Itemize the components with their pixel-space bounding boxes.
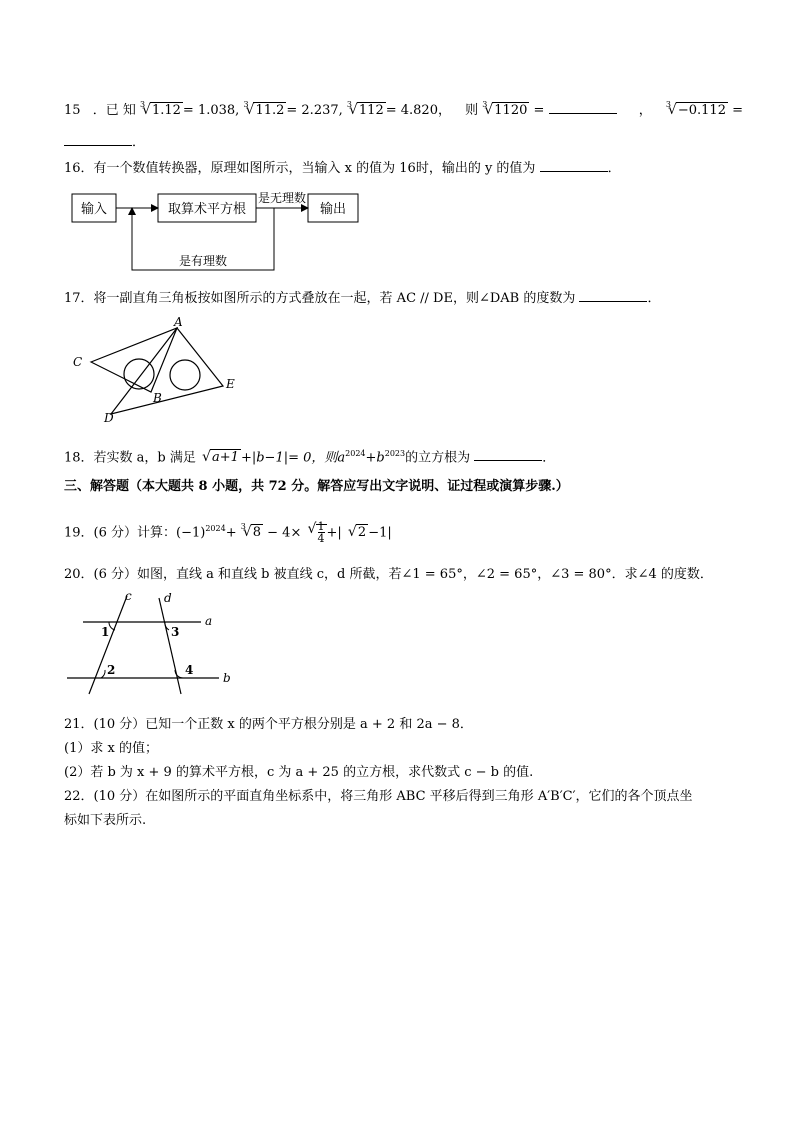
question-20: 20．(6 分）如图，直线 a 和直线 b 被直线 c，d 所截，若∠1 = 65°，∠2 = 65°，∠3 = 80°．求∠4 的度数． xyxy=(64,567,713,582)
input-label: 输入 xyxy=(80,202,108,217)
line-d xyxy=(159,598,181,694)
rational-label: 是有理数 xyxy=(178,254,228,268)
label-b: b xyxy=(223,671,231,685)
label-angle-4: 4 xyxy=(185,663,194,677)
label-angle-1: 1 xyxy=(101,625,110,639)
answer-blank-18[interactable] xyxy=(474,447,542,461)
irrational-label: 是无理数 xyxy=(257,191,307,205)
cube-root-5: √ 3 −0.112 xyxy=(666,102,728,120)
parallel-lines-figure xyxy=(65,588,245,700)
question-21: 21．(10 分）已知一个正数 x 的两个平方根分别是 a + 2 和 2a − 8． xyxy=(64,717,473,732)
sqrt-2: √ 2 xyxy=(346,524,368,542)
cube-root-4: √ 3 1120 xyxy=(482,102,529,120)
question-17: 17．将一副直角三角板按如图所示的方式叠放在一起，若 AC // DE，则∠DAB 的度数为 ． xyxy=(64,288,661,308)
question-22: 22．(10 分）在如图所示的平面直角坐标系中，将三角形 ABC 平移后得到三角形 A′B′C′，它们的各个顶点坐 xyxy=(64,789,693,804)
label-angle-3: 3 xyxy=(171,625,180,639)
cube-root-3: √ 3 112 xyxy=(347,102,386,120)
answer-blank-16[interactable] xyxy=(540,158,608,172)
triangle-ade xyxy=(111,328,223,414)
label-c: c xyxy=(125,589,132,603)
label-c: C xyxy=(73,355,83,369)
output-label: 输出 xyxy=(319,202,347,217)
question-15: 15 ．已 知 √ 3 1.12 = 1.038, √ 3 11.2 = 2.237, √ 3 112 = 4.820， 则 √ 3 1120 = ， √ 3 −0.112 = xyxy=(64,100,743,120)
answer-blank-15a[interactable] xyxy=(549,100,617,114)
label-angle-2: 2 xyxy=(107,663,116,677)
question-15-cont: ． xyxy=(64,132,145,152)
label-d: d xyxy=(164,591,172,605)
label-e: E xyxy=(226,377,235,391)
answer-blank-15b[interactable] xyxy=(64,132,132,146)
process-label: 取算术平方根 xyxy=(167,202,247,217)
question-21-part-2: (2）若 b 为 x + 9 的算术平方根，c 为 a + 25 的立方根，求代数式 c − b 的值. xyxy=(64,765,534,780)
line-c xyxy=(89,596,127,694)
cube-root-1: √ 3 1.12 xyxy=(140,102,183,120)
question-18: 18．若实数 a，b 满足 √ a+1 +|b−1|= 0，则$a^{2024}+b^{2023}$的立方根为 ． xyxy=(64,445,555,467)
sqrt-cond: √ a+1 xyxy=(200,449,241,467)
cube-root-2: √ 3 11.2 xyxy=(243,102,286,120)
label-a: A xyxy=(174,315,183,329)
hole-right xyxy=(170,360,200,390)
question-22-cont: 标如下表所示. xyxy=(64,813,147,828)
triangle-figure xyxy=(65,314,245,426)
question-21-part-1: (1）求 x 的值； xyxy=(64,741,158,756)
label-b: B xyxy=(153,391,162,405)
question-19: 19．(6 分）计算：$(-1)^{2024}+$ √ 3 8 − 4× √ $\frac{1}{4}$ +| √ 2 −1| xyxy=(64,520,392,544)
flow-diagram xyxy=(70,190,370,275)
question-16: 16．有一个数值转换器，原理如图所示，当输入 x 的值为 16时，输出的 y 的值为 ． xyxy=(64,158,621,178)
hole-left xyxy=(124,359,154,389)
cube-root-8: √ 3 8 xyxy=(241,524,263,542)
answer-blank-17[interactable] xyxy=(579,288,647,302)
label-a: a xyxy=(205,614,213,628)
section-3-title: 三、解答题（本大题共 8 小题，共 72 分。解答应写出文字说明、证过程或演算步骤.） xyxy=(64,479,569,494)
label-d: D xyxy=(104,411,114,425)
sqrt-quarter: √ $\frac{1}{4}$ xyxy=(306,521,327,544)
